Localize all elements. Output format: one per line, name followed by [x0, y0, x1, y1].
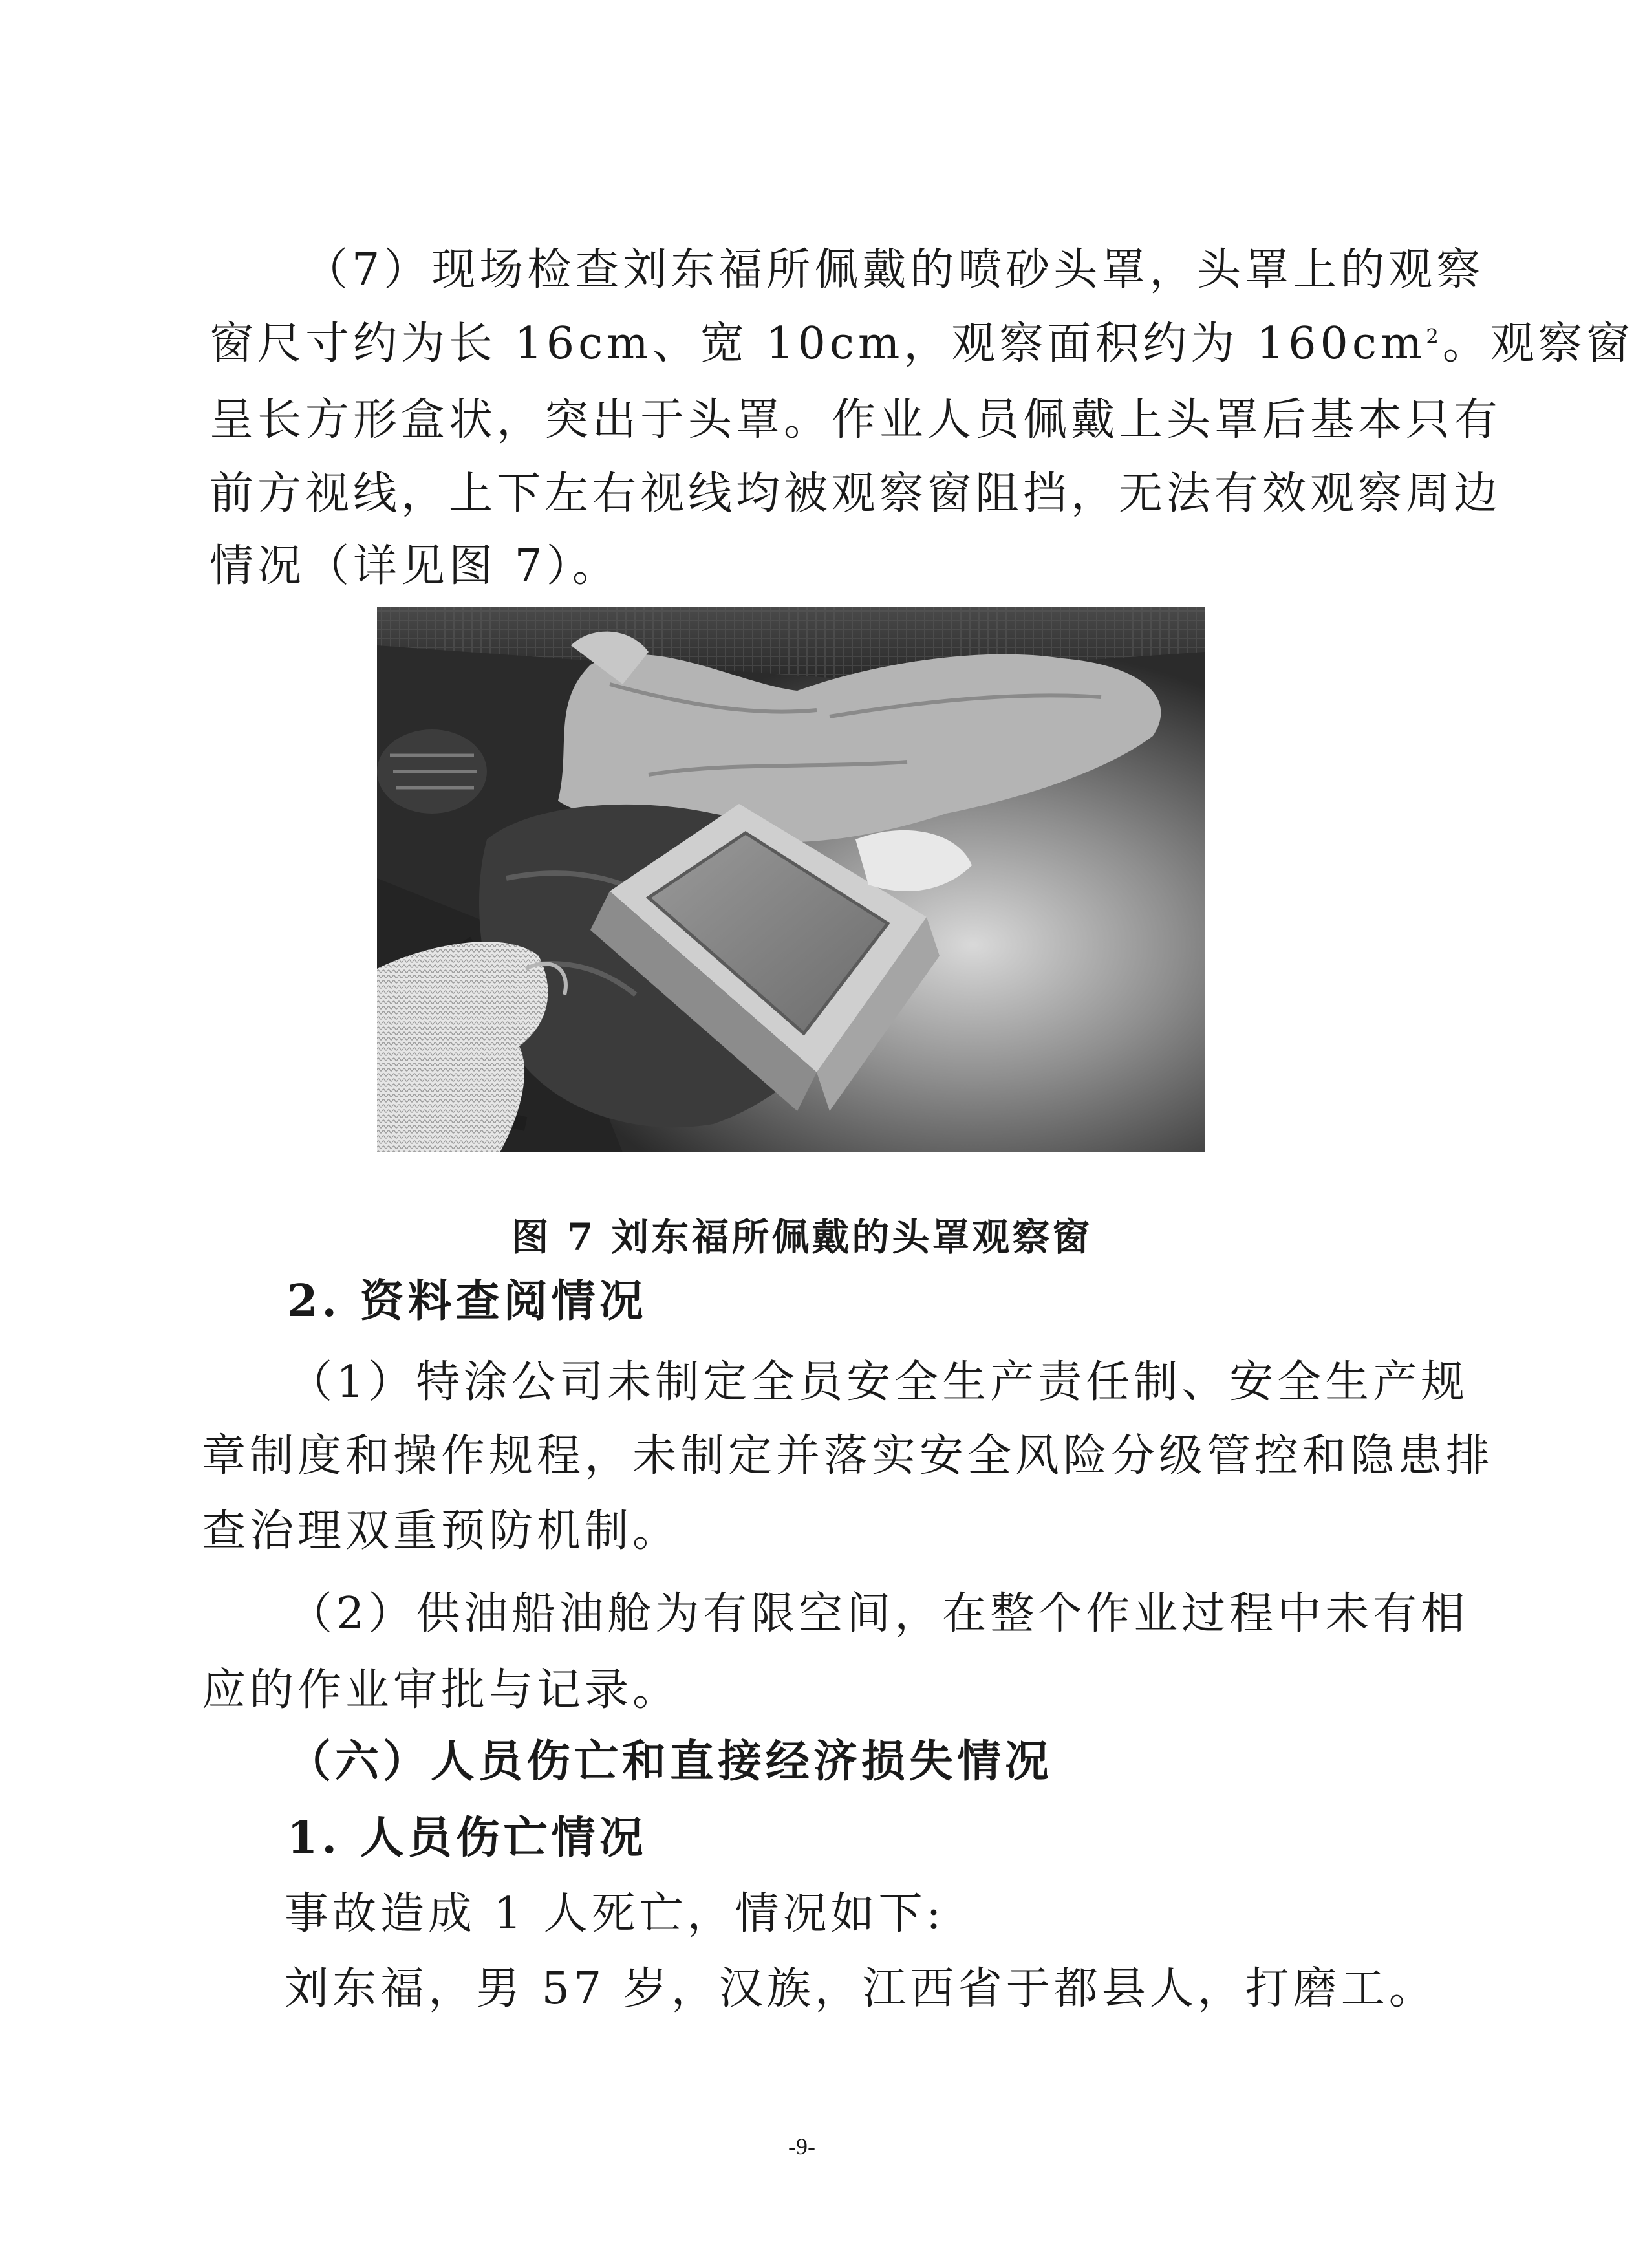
superscript-2: 2: [1426, 325, 1443, 349]
section-2-item-1-line-3: 查治理双重预防机制。: [202, 1506, 681, 1557]
section-6-heading: （六）人员伤亡和直接经济损失情况: [287, 1736, 1053, 1787]
hood-window-photo-drawing: [377, 607, 1205, 1152]
page-number: -9-: [788, 2133, 815, 2159]
paragraph-7-line-1: （7）现场检查刘东福所佩戴的喷砂头罩，头罩上的观察: [304, 244, 1485, 296]
section-2-heading: 2. 资料查阅情况: [287, 1275, 647, 1327]
section-2-item-2-line-2: 应的作业审批与记录。: [202, 1665, 681, 1716]
figure-caption: 图 7 刘东福所佩戴的头罩观察窗: [511, 1215, 1093, 1259]
paragraph-7-line-3: 呈长方形盒状，突出于头罩。作业人员佩戴上头罩后基本只有: [210, 394, 1502, 446]
section-2-item-1-line-1: （1）特涂公司未制定全员安全生产责任制、安全生产规: [288, 1357, 1469, 1408]
section-6-line-2: 刘东福，男 57 岁，汉族，江西省于都县人，打磨工。: [285, 1963, 1437, 2014]
paragraph-7-line-2: [210, 318, 1634, 369]
hood-window-photo: [377, 607, 1205, 1152]
section-2-item-1-line-2: 章制度和操作规程，未制定并落实安全风险分级管控和隐患排: [202, 1431, 1494, 1482]
section-2-item-2-line-1: （2）供油船油舱为有限空间，在整个作业过程中未有相: [288, 1588, 1469, 1639]
paragraph-7-line-2-tail: 。观察窗: [1442, 318, 1634, 369]
section-6-line-1: 事故造成 1 人死亡，情况如下:: [285, 1888, 945, 1939]
section-6-subheading-1: 1. 人员伤亡情况: [287, 1812, 647, 1864]
paragraph-7-line-4: 前方视线，上下左右视线均被观察窗阻挡，无法有效观察周边: [210, 468, 1502, 519]
paragraph-7-line-5: 情况（详见图 7）。: [210, 541, 620, 592]
paragraph-7-line-2-text: 窗尺寸约为长 16cm、宽 10cm，观察面积约为 160cm: [210, 318, 1426, 369]
